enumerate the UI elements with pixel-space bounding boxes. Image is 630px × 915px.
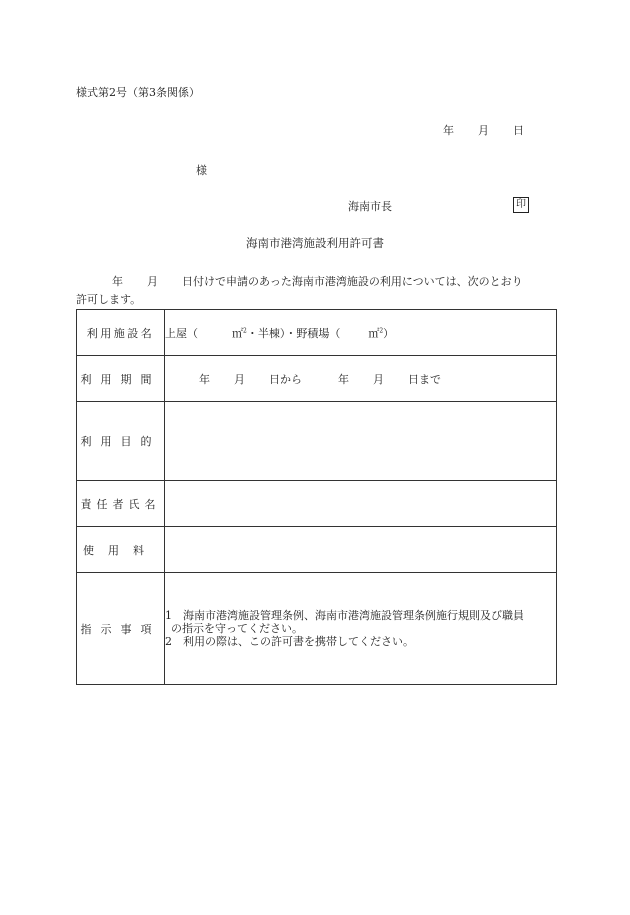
table-row [77, 573, 557, 685]
purpose-label: 利用目的 [80, 435, 161, 448]
responsible-label: 責任者氏名 [80, 497, 161, 511]
table-row [77, 402, 557, 481]
date-month: 月 [478, 124, 489, 137]
seal-box: 印 [513, 197, 529, 213]
table-row [77, 481, 557, 527]
instructions-label-cell [77, 573, 165, 685]
intro-line-1 [112, 273, 523, 289]
period-label: 利用期間 [80, 372, 161, 386]
roof-unit: ㎡ [232, 326, 243, 340]
table-row [77, 356, 557, 402]
issuer-name: 海南市長 [348, 200, 392, 213]
intro-month: 月 [147, 275, 158, 288]
fee-label-cell [77, 527, 165, 573]
roof-unit-exp: 2 [243, 326, 247, 334]
period-end-day: 日まで [408, 372, 441, 386]
facility-value-cell [165, 310, 557, 356]
date-year: 年 [443, 124, 454, 137]
permit-table [76, 309, 557, 685]
facility-label-cell [77, 310, 165, 356]
fee-value-cell [165, 527, 557, 573]
intro-year: 年 [112, 275, 123, 288]
roof-tail: ・半棟）・ [246, 326, 297, 340]
roof-label: 上屋（ [165, 326, 198, 340]
period-label-cell [77, 356, 165, 402]
instruction-item-2: 2 利用の際は、この許可書を携帯してください。 [165, 635, 414, 648]
responsible-label-cell [77, 481, 165, 527]
addressee-suffix: 様 [196, 164, 207, 177]
fee-label: 使用料 [83, 543, 158, 557]
table-row [77, 527, 557, 573]
yard-unit: ㎡ [368, 326, 380, 340]
facility-label: 利用施設名 [86, 326, 155, 340]
purpose-label-cell [77, 402, 165, 481]
period-start-day: 日から [269, 372, 302, 386]
purpose-value-cell [165, 402, 557, 481]
yard-unit-exp: 2 [379, 326, 384, 334]
instructions-label: 指示事項 [80, 622, 161, 636]
yard-label: 野積場（ [296, 326, 341, 340]
period-start-year: 年 [199, 372, 210, 386]
form-number: 様式第2号（第3条関係） [76, 86, 200, 99]
instruction-item-1-cont: の指示を守ってください。 [171, 622, 303, 635]
period-end-year: 年 [338, 372, 349, 386]
document-title: 海南市港湾施設利用許可書 [246, 236, 384, 250]
instructions-value-cell [165, 573, 557, 685]
yard-tail: ） [383, 326, 395, 340]
period-value-cell [165, 356, 557, 402]
intro-text: 日付けで申請のあった海南市港湾施設の利用については、次のとおり [182, 275, 523, 288]
responsible-value-cell [165, 481, 557, 527]
period-start-month: 月 [234, 372, 245, 386]
issue-date [443, 122, 524, 138]
instruction-item-1: 1 海南市港湾施設管理条例、海南市港湾施設管理条例施行規則及び職員 [165, 609, 524, 622]
period-end-month: 月 [373, 372, 384, 386]
intro-line-2: 許可します。 [76, 293, 142, 306]
table-row [77, 310, 557, 356]
date-day: 日 [513, 124, 524, 137]
